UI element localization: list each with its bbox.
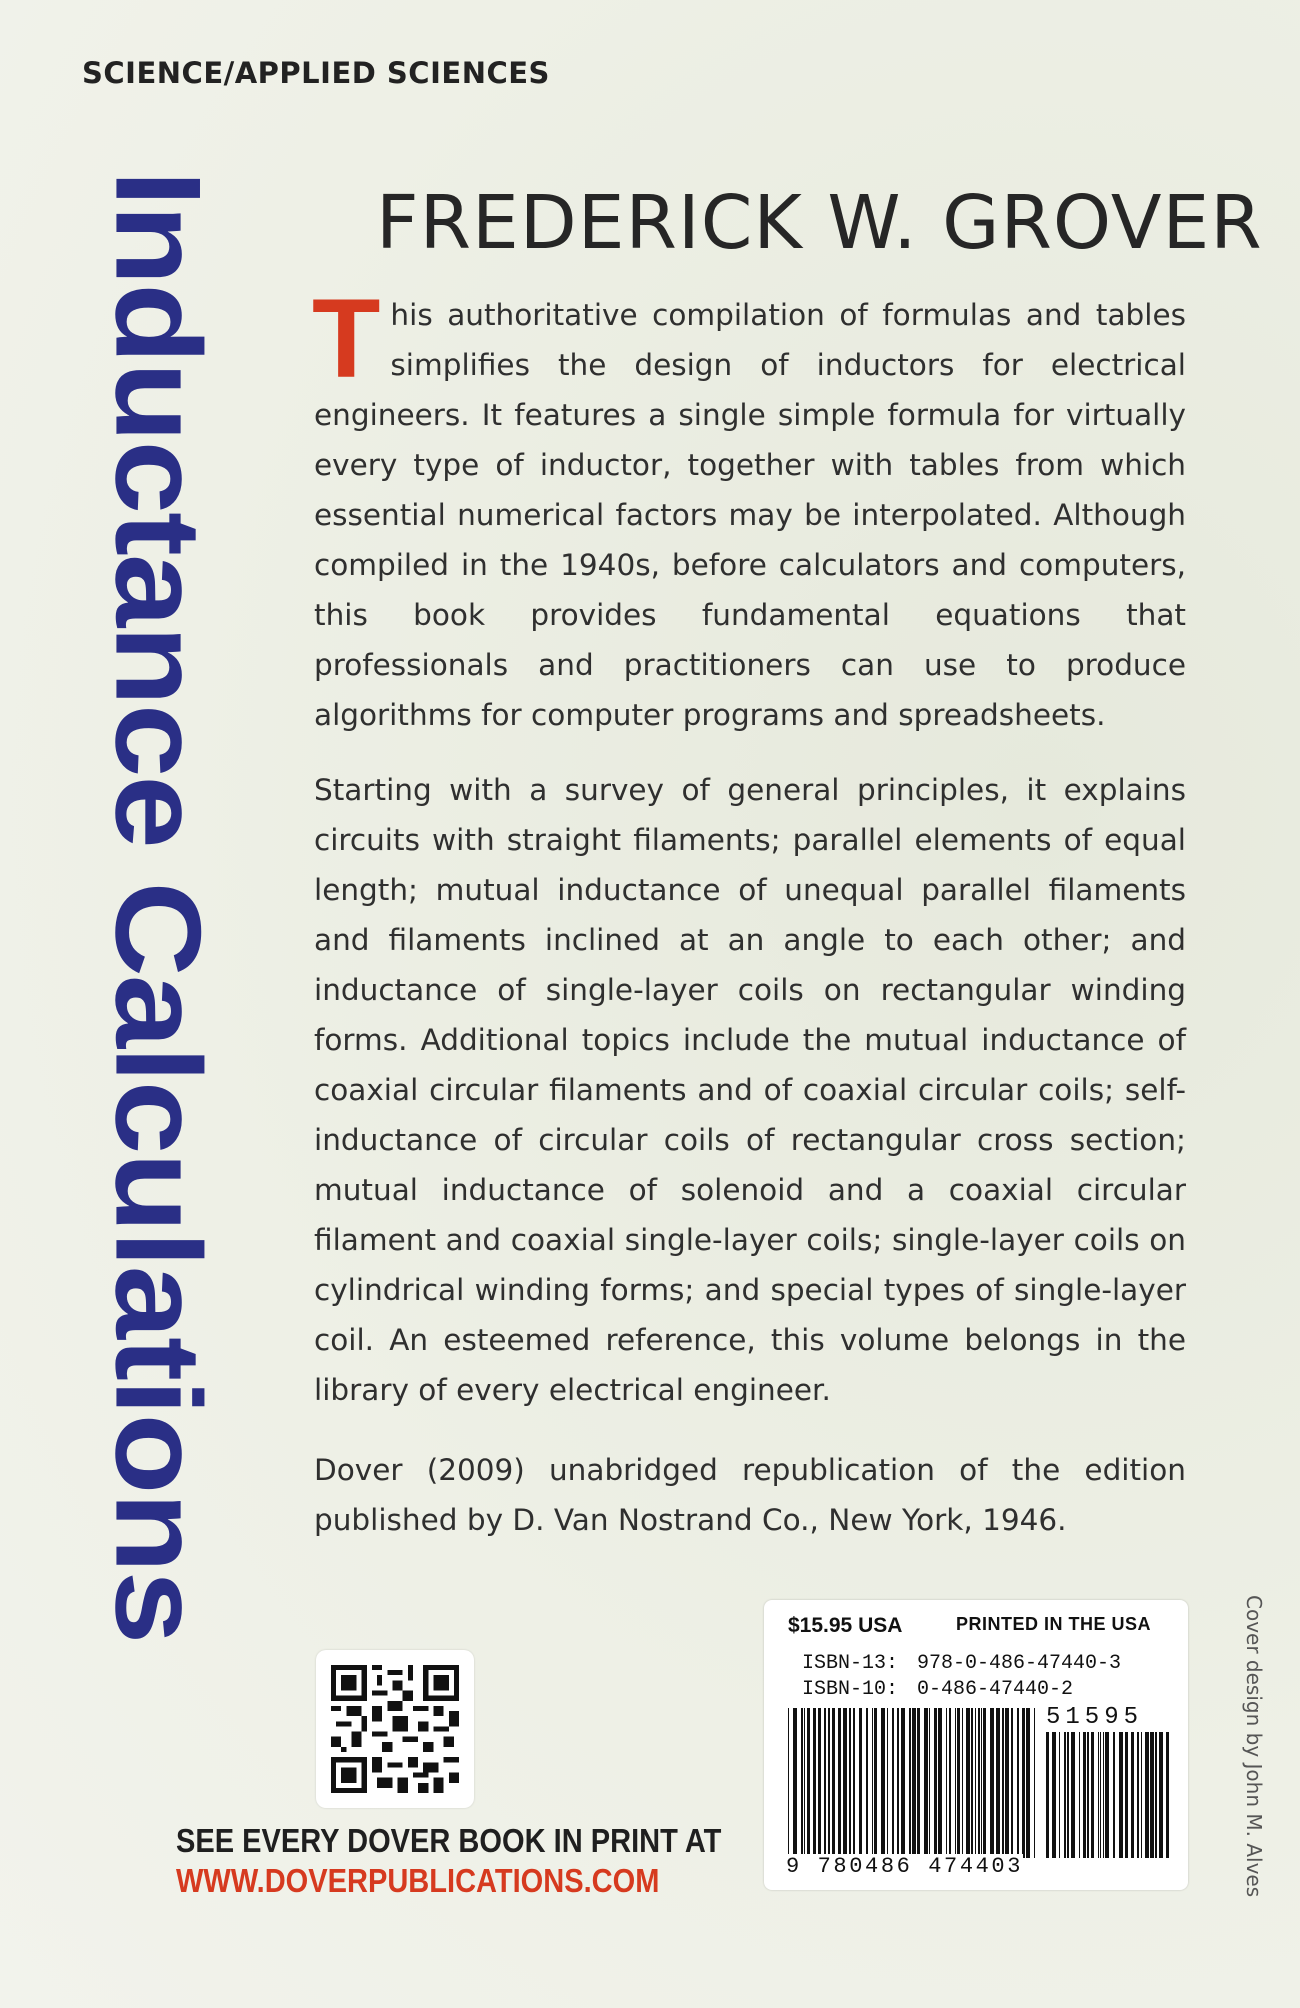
price-label: $15.95 USA (788, 1614, 903, 1637)
price-addon-barcode-icon (1046, 1732, 1170, 1858)
drop-cap: T (312, 276, 381, 401)
isbn-13-value: 978-0-486-47440-3 (917, 1652, 1122, 1675)
promo-url-link[interactable]: WWW.DOVERPUBLICATIONS.COM (176, 1862, 660, 1899)
cover-design-credit (1240, 1595, 1270, 1995)
isbn-13-label: ISBN-13: (802, 1652, 899, 1675)
barcode-panel (764, 1600, 1188, 1890)
printed-in-label: PRINTED IN THE USA (956, 1614, 1152, 1634)
ean-barcode-icon (788, 1708, 1036, 1858)
spine-title (80, 170, 225, 1720)
isbn-10-label: ISBN-10: (802, 1678, 899, 1701)
description-paragraph-2: Starting with a survey of general principles, it explains circuits with straight filaments; parallel elements of equal length; mutual inductance of unequal parallel filaments and filaments inclined at an angle to each other; and inductance of single-layer coils on rectangular winding forms. Additional topics include the mutual inductance of coaxial circular filaments and of coaxial circular coils; self-inductance of circular coils of rectangular cross section; mutual inductance of solenoid and a coaxial circular filament and coaxial single-layer coils; single-layer coils on cylindrical winding forms; and special types of single-layer coil. An esteemed reference, this volume belongs in the library of every electrical engineer. (314, 773, 1186, 1407)
qr-code[interactable] (316, 1650, 474, 1808)
ean-digits: 9 780486 474403 (786, 1854, 1024, 1879)
paragraph-1-text: his authoritative compilation of formulas and tables simplifies the design of inductors for electrical engineers. It features a single simple formula for virtually every type of inductor, together with tables from which essential numerical factors may be interpolated. Although compiled in the 1940s, before calculators and computers, this book provides fundamental equations that professionals and practitioners can use to produce algorithms for computer programs and spreadsheets. (314, 298, 1186, 732)
qr-code-icon (331, 1665, 459, 1793)
promo-line: SEE EVERY DOVER BOOK IN PRINT AT (176, 1822, 722, 1859)
category-label: SCIENCE/APPLIED SCIENCES (82, 56, 550, 90)
description-paragraph-1 (312, 276, 1186, 740)
price-code-digits: 51595 (1046, 1704, 1144, 1731)
isbn-13-row (802, 1652, 1121, 1675)
book-title: Inductance Calculations (90, 170, 226, 1643)
isbn-10-value: 0-486-47440-2 (917, 1678, 1074, 1701)
author-name: FREDERICK W. GROVER (376, 180, 1263, 266)
isbn-10-row (802, 1678, 1073, 1701)
cover-credit-text: Cover design by John M. Alves (1242, 1595, 1266, 1898)
publication-note: Dover (2009) unabridged republication of the edition published by D. Van Nostrand Co., New York, 1946. (314, 1453, 1186, 1537)
